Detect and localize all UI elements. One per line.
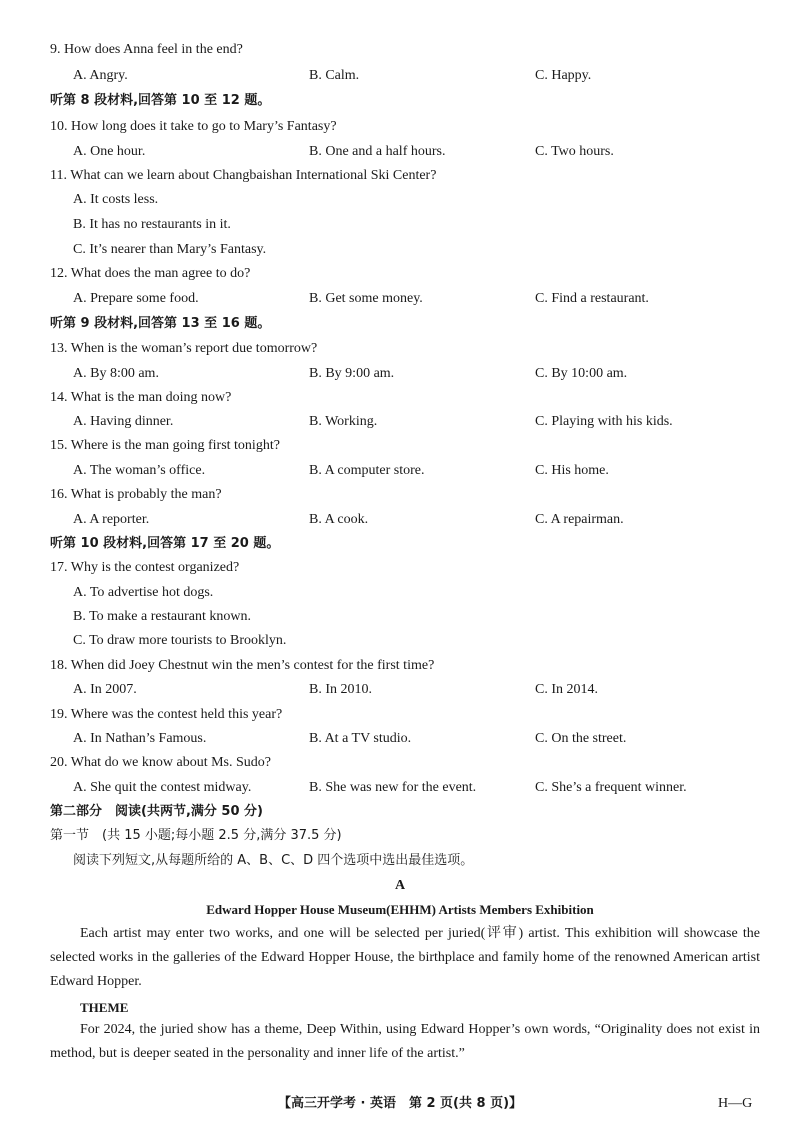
question-10-option-a: A. One hour.	[73, 144, 146, 159]
part-2-title: 第二部分 阅读(共两节,满分 50 分)	[50, 804, 263, 819]
question-19-stem: 19. Where was the contest held this year?	[50, 707, 283, 722]
question-18-option-a: A. In 2007.	[73, 682, 137, 697]
question-13-stem: 13. When is the woman’s report due tomorrow?	[50, 341, 318, 356]
question-12-stem: 12. What does the man agree to do?	[50, 266, 251, 281]
question-9-stem: 9. How does Anna feel in the end?	[50, 42, 243, 57]
question-13-option-b: B. By 9:00 am.	[309, 366, 395, 381]
question-9-option-c: C. Happy.	[535, 68, 592, 83]
question-20-option-c: C. She’s a frequent winner.	[535, 780, 687, 795]
question-18-stem: 18. When did Joey Chestnut win the men’s contest for the first time?	[50, 658, 435, 673]
question-16-stem: 16. What is probably the man?	[50, 487, 222, 502]
question-20-option-b: B. She was new for the event.	[309, 780, 477, 795]
question-15-option-c: C. His home.	[535, 463, 609, 478]
question-19-option-a: A. In Nathan’s Famous.	[73, 731, 207, 746]
question-19-option-b: B. At a TV studio.	[309, 731, 412, 746]
question-20-option-a: A. She quit the contest midway.	[73, 780, 252, 795]
question-15-option-a: A. The woman’s office.	[73, 463, 206, 478]
passage-paragraph-2	[50, 1018, 760, 1066]
question-15-option-b: B. A computer store.	[309, 463, 425, 478]
question-15-stem: 15. Where is the man going first tonight?	[50, 438, 280, 453]
question-17-option-c: C. To draw more tourists to Brooklyn.	[73, 633, 287, 648]
section-10-instruction: 听第 10 段材料,回答第 17 至 20 题。	[50, 536, 280, 551]
question-11-option-b: B. It has no restaurants in it.	[73, 217, 231, 232]
question-9-option-b: B. Calm.	[309, 68, 360, 83]
paper-code: H—G	[718, 1096, 753, 1111]
question-20-stem: 20. What do we know about Ms. Sudo?	[50, 755, 271, 770]
question-17-option-a: A. To advertise hot dogs.	[73, 585, 214, 600]
question-17-stem: 17. Why is the contest organized?	[50, 560, 240, 575]
passage-heading-theme: THEME	[80, 1000, 129, 1015]
question-18-option-b: B. In 2010.	[309, 682, 372, 697]
question-12-option-a: A. Prepare some food.	[73, 291, 199, 306]
question-14-option-a: A. Having dinner.	[73, 414, 174, 429]
section-8-instruction: 听第 8 段材料,回答第 10 至 12 题。	[50, 93, 271, 108]
question-16-option-b: B. A cook.	[309, 512, 369, 527]
page-footer: 【高三开学考 · 英语 第 2 页(共 8 页)】	[277, 1096, 523, 1111]
question-12-option-c: C. Find a restaurant.	[535, 291, 649, 306]
passage-letter: A	[394, 878, 406, 893]
passage-paragraph-1	[50, 922, 760, 994]
question-10-stem: 10. How long does it take to go to Mary’s Fantasy?	[50, 119, 337, 134]
question-11-stem: 11. What can we learn about Changbaishan International Ski Center?	[50, 168, 437, 183]
passage-paragraph-1-text: Each artist may enter two works, and one will be selected per juried(评审) artist. This exhibition will showcase the selected works in the galleries of the Edward Hopper House, the birthplace and family home of the renowned American artist Edward Hopper.	[50, 926, 760, 989]
question-17-option-b: B. To make a restaurant known.	[73, 609, 251, 624]
question-14-option-b: B. Working.	[309, 414, 378, 429]
question-16-option-c: C. A repairman.	[535, 512, 624, 527]
question-13-option-c: C. By 10:00 am.	[535, 366, 628, 381]
question-13-option-a: A. By 8:00 am.	[73, 366, 159, 381]
question-16-option-a: A. A reporter.	[73, 512, 150, 527]
question-12-option-b: B. Get some money.	[309, 291, 423, 306]
question-10-option-b: B. One and a half hours.	[309, 144, 446, 159]
question-19-option-c: C. On the street.	[535, 731, 627, 746]
passage-title: Edward Hopper House Museum(EHHM) Artists Members Exhibition	[206, 902, 594, 917]
section-9-instruction: 听第 9 段材料,回答第 13 至 16 题。	[50, 316, 271, 331]
part-2-instruction: 阅读下列短文,从每题所给的 A、B、C、D 四个选项中选出最佳选项。	[73, 853, 474, 868]
question-11-option-a: A. It costs less.	[73, 192, 159, 207]
passage-paragraph-2-text: For 2024, the juried show has a theme, Deep Within, using Edward Hopper’s own words, “Originality does not exist in method, but is deeper seated in the personality and inner life of the artist.”	[50, 1022, 760, 1061]
part-2-section-1: 第一节 (共 15 小题;每小题 2.5 分,满分 37.5 分)	[50, 828, 342, 843]
question-14-option-c: C. Playing with his kids.	[535, 414, 673, 429]
question-18-option-c: C. In 2014.	[535, 682, 598, 697]
question-10-option-c: C. Two hours.	[535, 144, 614, 159]
question-11-option-c: C. It’s nearer than Mary’s Fantasy.	[73, 242, 267, 257]
question-9-option-a: A. Angry.	[73, 68, 128, 83]
question-14-stem: 14. What is the man doing now?	[50, 390, 232, 405]
